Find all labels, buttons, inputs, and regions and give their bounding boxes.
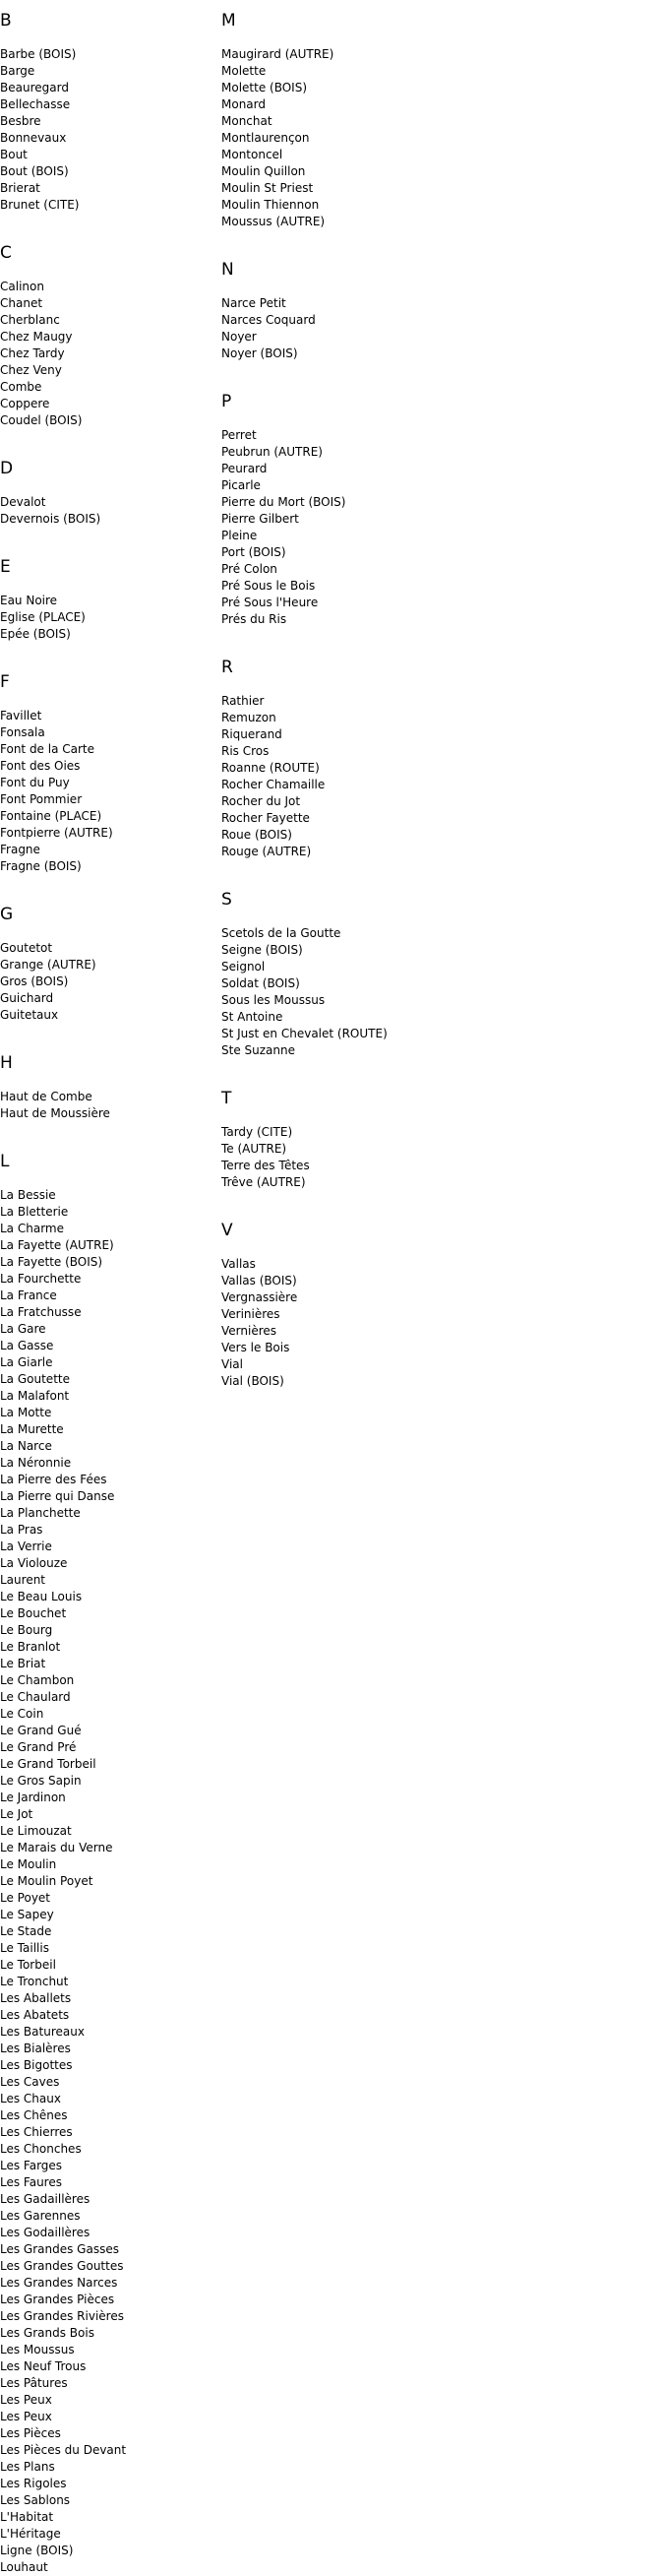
place-name-item: Port (BOIS) xyxy=(221,545,286,559)
place-name-item: Le Tronchut xyxy=(0,1975,69,1988)
place-name-item: Les Grands Bois xyxy=(0,2326,94,2340)
place-name-item: Narces Coquard xyxy=(221,313,316,327)
place-name-item: Coppere xyxy=(0,397,50,410)
place-name-item: La Pierre des Fées xyxy=(0,1473,107,1486)
place-name-item: La Charme xyxy=(0,1222,64,1235)
place-name-item: Rocher Fayette xyxy=(221,811,310,825)
place-name-item: Noyer xyxy=(221,330,257,344)
place-name-item: Le Coin xyxy=(0,1707,44,1721)
left-column xyxy=(0,0,221,2576)
place-name-item: Chez Veny xyxy=(0,363,62,377)
place-name-item: L'Héritage xyxy=(0,2527,61,2541)
place-name-item: La Fratchusse xyxy=(0,1305,82,1319)
place-name-item: Monard xyxy=(221,97,266,111)
place-name-item: Le Jardinon xyxy=(0,1791,66,1804)
place-name-item: Verinières xyxy=(221,1307,280,1321)
place-name-item: Peurard xyxy=(221,462,268,475)
place-name-item: Montlaurençon xyxy=(221,131,310,145)
place-name-item: Le Poyet xyxy=(0,1891,51,1905)
letter-heading-r: R xyxy=(221,658,233,677)
right-column xyxy=(221,0,654,1390)
place-name-item: Le Grand Gué xyxy=(0,1724,82,1737)
letter-heading-n: N xyxy=(221,260,234,280)
place-name-item: Pierre Gilbert xyxy=(221,512,299,526)
place-name-item: Le Briat xyxy=(0,1657,46,1670)
place-name-item: Barge xyxy=(0,64,35,78)
place-name-item: Louhaut xyxy=(0,2560,48,2574)
place-name-item: Rocher du Jot xyxy=(221,794,301,808)
letter-section-p xyxy=(221,362,654,628)
place-name-item: Seignol xyxy=(221,960,266,974)
place-name-item: Les Grandes Narces xyxy=(0,2276,118,2290)
place-name-item: St Antoine xyxy=(221,1010,283,1024)
place-name-item: Barbe (BOIS) xyxy=(0,47,77,61)
letter-heading-g: G xyxy=(0,905,14,924)
place-name-item: Bout xyxy=(0,148,28,161)
place-name-item: Roue (BOIS) xyxy=(221,828,292,842)
place-name-item: La France xyxy=(0,1288,57,1302)
place-name-item: Les Chierres xyxy=(0,2125,73,2139)
place-name-item: Peubrun (AUTRE) xyxy=(221,445,323,459)
place-name-item: Fontpierre (AUTRE) xyxy=(0,826,113,840)
place-name-item: La Motte xyxy=(0,1406,52,1419)
place-name-item: La Pras xyxy=(0,1523,43,1537)
place-name-item: Prés du Ris xyxy=(221,612,287,626)
place-name-item: Guitetaux xyxy=(0,1008,59,1022)
place-name-item: Scetols de la Goutte xyxy=(221,926,341,940)
place-name-item: Chez Tardy xyxy=(0,346,65,360)
place-name-item: Les Bigottes xyxy=(0,2058,73,2072)
place-name-item: Les Aballets xyxy=(0,1991,72,2005)
place-name-item: Sous les Moussus xyxy=(221,993,326,1007)
place-name-item: Les Rigoles xyxy=(0,2477,67,2490)
place-name-item: Moussus (AUTRE) xyxy=(221,215,326,228)
place-name-item: Les Batureaux xyxy=(0,2025,85,2039)
place-name-item: Chanet xyxy=(0,296,43,310)
place-name-item: Guichard xyxy=(0,991,54,1005)
place-name-item: La Narce xyxy=(0,1439,52,1453)
place-name-item: Vallas (BOIS) xyxy=(221,1274,297,1288)
place-name-item: Soldat (BOIS) xyxy=(221,976,300,990)
place-name-item: Beauregard xyxy=(0,81,69,94)
place-name-item: Le Bourg xyxy=(0,1623,53,1637)
place-name-item: Chez Maugy xyxy=(0,330,73,344)
place-name-item: La Violouze xyxy=(0,1556,68,1570)
place-name-item: Les Neuf Trous xyxy=(0,2359,87,2373)
place-name-item: La Gare xyxy=(0,1322,46,1336)
place-name-item: Les Grandes Gouttes xyxy=(0,2259,124,2273)
place-name-item: Les Abatets xyxy=(0,2008,70,2022)
place-name-item: Fontaine (PLACE) xyxy=(0,809,102,823)
place-name-item: Le Bouchet xyxy=(0,1606,67,1620)
place-name-item: Le Torbeil xyxy=(0,1958,56,1972)
place-name-item: Calinon xyxy=(0,280,44,293)
letter-heading-e: E xyxy=(0,557,11,577)
place-name-item: Vergnassière xyxy=(221,1290,298,1304)
place-name-item: Te (AUTRE) xyxy=(221,1142,287,1156)
place-name-item: La Verrie xyxy=(0,1539,52,1553)
place-name-item: La Pierre qui Danse xyxy=(0,1489,115,1503)
place-name-item: Les Grandes Rivières xyxy=(0,2309,124,2323)
place-name-item: Moulin St Priest xyxy=(221,181,314,195)
place-name-item: Le Moulin xyxy=(0,1857,57,1871)
place-name-item: Monchat xyxy=(221,114,272,128)
letter-section-f xyxy=(0,643,221,875)
place-name-item: Vers le Bois xyxy=(221,1341,290,1354)
letter-heading-h: H xyxy=(0,1053,13,1073)
place-name-item: Combe xyxy=(0,380,42,394)
place-name-item: Pré Sous l'Heure xyxy=(221,596,319,609)
place-name-item: Molette (BOIS) xyxy=(221,81,308,94)
letter-heading-c: C xyxy=(0,243,12,263)
place-name-item: Molette xyxy=(221,64,267,78)
place-name-item: Picarle xyxy=(221,478,261,492)
place-name-item: Vial (BOIS) xyxy=(221,1374,284,1388)
place-name-item: Le Grand Pré xyxy=(0,1740,77,1754)
place-name-item: Bout (BOIS) xyxy=(0,164,69,178)
place-name-item: Laurent xyxy=(0,1573,46,1587)
place-name-item: La Néronnie xyxy=(0,1456,72,1470)
place-name-item: Fragne xyxy=(0,843,40,856)
place-name-item: Trêve (AUTRE) xyxy=(221,1175,306,1189)
place-name-item: Le Chambon xyxy=(0,1673,75,1687)
place-name-item: Rocher Chamaille xyxy=(221,778,326,791)
place-name-item: Devalot xyxy=(0,495,46,509)
place-name-item: Le Gros Sapin xyxy=(0,1774,82,1788)
place-name-item: Brunet (CITE) xyxy=(0,198,80,212)
place-name-item: Font de la Carte xyxy=(0,742,95,756)
place-name-item: Les Bialères xyxy=(0,2042,71,2055)
letter-heading-d: D xyxy=(0,459,14,478)
place-name-item: Devernois (BOIS) xyxy=(0,512,101,526)
place-name-item: Les Peux xyxy=(0,2410,52,2423)
place-name-item: Font des Oies xyxy=(0,759,81,773)
place-name-item: La Planchette xyxy=(0,1506,81,1520)
place-name-item: Le Jot xyxy=(0,1807,33,1821)
letter-heading-m: M xyxy=(221,11,236,31)
place-name-item: Vallas xyxy=(221,1257,256,1271)
place-name-item: Le Branlot xyxy=(0,1640,61,1654)
place-name-item: Fragne (BOIS) xyxy=(0,859,82,873)
place-name-item: Les Pâtures xyxy=(0,2376,68,2390)
place-name-item: Bellechasse xyxy=(0,97,71,111)
place-name-item: Font du Puy xyxy=(0,776,70,789)
place-name-item: Besbre xyxy=(0,114,41,128)
letter-section-t xyxy=(221,1059,654,1191)
place-name-item: Le Grand Torbeil xyxy=(0,1757,96,1771)
place-name-item: Epée (BOIS) xyxy=(0,627,71,641)
place-name-item: Ris Cros xyxy=(221,744,270,758)
place-name-item: Haut de Moussière xyxy=(0,1106,110,1120)
place-name-item: Les Chaux xyxy=(0,2092,61,2105)
place-name-item: L'Habitat xyxy=(0,2510,54,2524)
place-name-item: La Bletterie xyxy=(0,1205,69,1219)
place-name-item: Perret xyxy=(221,428,257,442)
place-name-item: Le Stade xyxy=(0,1924,52,1938)
place-name-item: Coudel (BOIS) xyxy=(0,413,83,427)
place-name-item: Le Moulin Poyet xyxy=(0,1874,93,1888)
place-name-item: La Goutette xyxy=(0,1372,70,1386)
place-name-item: Le Sapey xyxy=(0,1908,54,1921)
place-name-item: Les Pièces xyxy=(0,2426,61,2440)
place-name-item: Font Pommier xyxy=(0,792,83,806)
place-name-item: Grange (AUTRE) xyxy=(0,958,96,972)
place-name-item: Tardy (CITE) xyxy=(221,1125,293,1139)
place-name-item: Eglise (PLACE) xyxy=(0,610,86,624)
place-name-item: Le Beau Louis xyxy=(0,1590,83,1603)
place-name-item: Ste Suzanne xyxy=(221,1043,295,1057)
place-name-item: Favillet xyxy=(0,709,42,723)
place-name-item: Remuzon xyxy=(221,711,276,724)
place-name-item: Goutetot xyxy=(0,941,53,955)
place-name-item: Le Chaulard xyxy=(0,1690,71,1704)
place-name-item: Les Godaillères xyxy=(0,2226,91,2239)
place-name-item: Le Limouzat xyxy=(0,1824,72,1838)
place-name-item: La Giarle xyxy=(0,1355,53,1369)
place-name-item: Les Sablons xyxy=(0,2493,71,2507)
place-name-item: Les Plans xyxy=(0,2460,55,2474)
place-name-item: Bonnevaux xyxy=(0,131,67,145)
place-name-item: Les Grandes Gasses xyxy=(0,2242,119,2256)
place-name-item: Rouge (AUTRE) xyxy=(221,845,312,858)
place-name-item: Eau Noire xyxy=(0,594,58,607)
place-name-item: La Gasse xyxy=(0,1339,54,1352)
place-name-item: Haut de Combe xyxy=(0,1090,92,1103)
place-name-item: La Fayette (BOIS) xyxy=(0,1255,103,1269)
place-name-item: Les Garennes xyxy=(0,2209,81,2223)
place-name-item: La Murette xyxy=(0,1422,64,1436)
place-name-item: La Malafont xyxy=(0,1389,70,1403)
letter-section-d xyxy=(0,429,221,528)
letter-heading-p: P xyxy=(221,392,232,411)
place-name-item: Les Caves xyxy=(0,2075,60,2089)
place-name-item: Vial xyxy=(221,1357,243,1371)
place-name-item: Seigne (BOIS) xyxy=(221,943,303,957)
place-name-item: Noyer (BOIS) xyxy=(221,346,298,360)
place-name-item: Les Faures xyxy=(0,2175,62,2189)
letter-section-n xyxy=(221,230,654,362)
letter-section-b xyxy=(0,0,221,214)
place-name-item: Cherblanc xyxy=(0,313,60,327)
letter-heading-b: B xyxy=(0,11,12,31)
letter-section-r xyxy=(221,628,654,860)
place-name-item: Les Grandes Pièces xyxy=(0,2293,115,2306)
letter-section-m xyxy=(221,0,654,230)
letter-section-c xyxy=(0,214,221,429)
place-name-item: Riquerand xyxy=(221,727,282,741)
letter-heading-s: S xyxy=(221,890,232,910)
place-name-item: Le Taillis xyxy=(0,1941,49,1955)
place-name-item: Pré Colon xyxy=(221,562,277,576)
letter-heading-f: F xyxy=(0,672,10,692)
letter-heading-v: V xyxy=(221,1221,233,1240)
letter-section-l xyxy=(0,1122,221,2576)
place-name-item: Les Peux xyxy=(0,2393,52,2407)
place-name-item: Les Moussus xyxy=(0,2343,75,2356)
letter-section-e xyxy=(0,528,221,643)
place-name-item: Pré Sous le Bois xyxy=(221,579,316,593)
place-name-item: Gros (BOIS) xyxy=(0,974,69,988)
place-name-item: Brierat xyxy=(0,181,40,195)
place-name-item: Pierre du Mort (BOIS) xyxy=(221,495,346,509)
letter-section-v xyxy=(221,1191,654,1390)
place-name-item: Vernières xyxy=(221,1324,277,1338)
place-name-item: La Fayette (AUTRE) xyxy=(0,1238,114,1252)
place-name-item: Les Farges xyxy=(0,2159,63,2172)
place-name-item: Rathier xyxy=(221,694,265,708)
place-name-item: Les Chênes xyxy=(0,2108,68,2122)
place-name-item: Maugirard (AUTRE) xyxy=(221,47,334,61)
place-name-item: Pleine xyxy=(221,529,258,542)
place-name-item: St Just en Chevalet (ROUTE) xyxy=(221,1027,388,1040)
place-name-item: Moulin Quillon xyxy=(221,164,306,178)
letter-heading-t: T xyxy=(221,1089,232,1108)
place-name-item: La Fourchette xyxy=(0,1272,82,1286)
place-name-item: Terre des Têtes xyxy=(221,1159,310,1172)
place-name-item: Fonsala xyxy=(0,725,45,739)
place-name-item: Les Pièces du Devant xyxy=(0,2443,127,2457)
letter-section-h xyxy=(0,1024,221,1122)
place-name-item: Les Gadaillères xyxy=(0,2192,91,2206)
place-name-item: Moulin Thiennon xyxy=(221,198,320,212)
letter-section-g xyxy=(0,875,221,1024)
place-name-item: Montoncel xyxy=(221,148,283,161)
place-name-item: Roanne (ROUTE) xyxy=(221,761,320,775)
place-name-item: Les Chonches xyxy=(0,2142,82,2156)
letter-section-s xyxy=(221,860,654,1059)
letter-heading-l: L xyxy=(0,1152,10,1171)
place-name-item: La Bessie xyxy=(0,1188,56,1202)
place-name-item: Ligne (BOIS) xyxy=(0,2544,74,2557)
place-name-item: Narce Petit xyxy=(221,296,286,310)
place-name-item: Le Marais du Verne xyxy=(0,1841,113,1854)
